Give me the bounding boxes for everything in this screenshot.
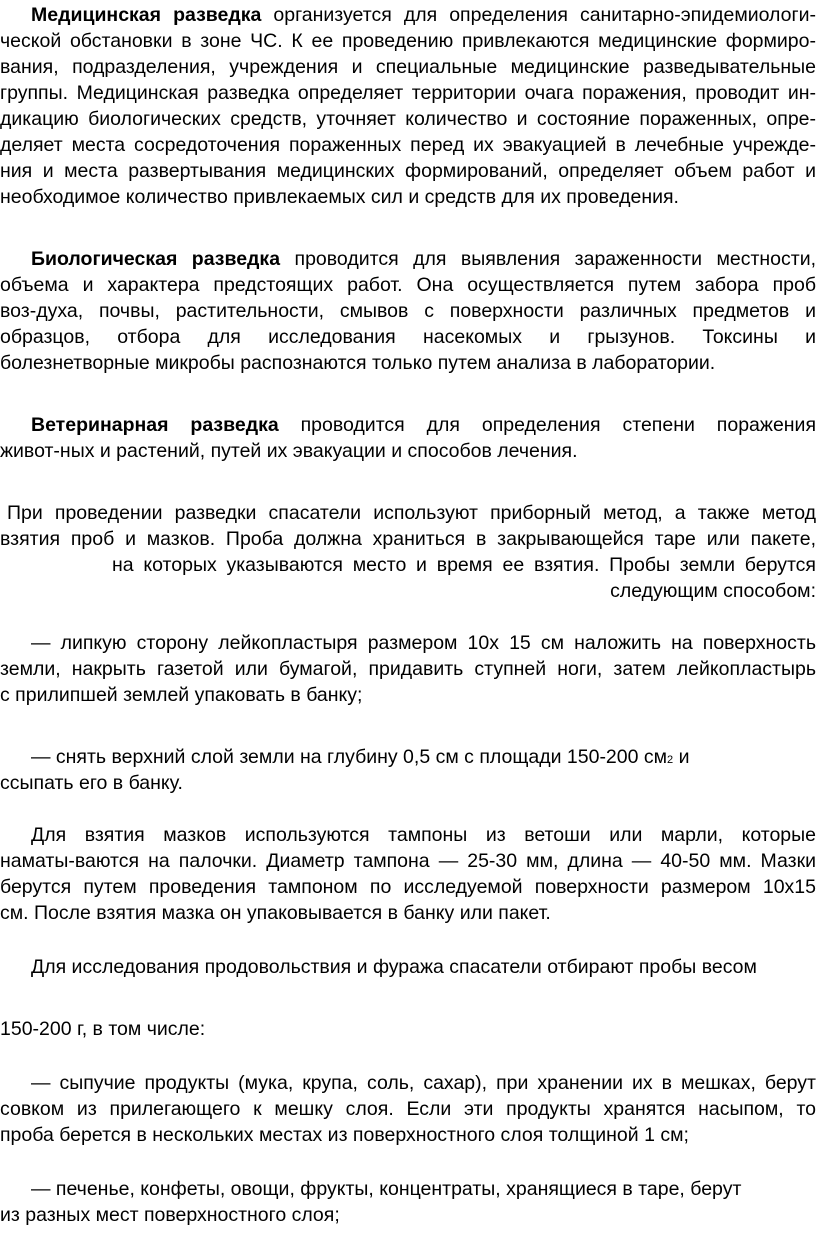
- text-line: образцов, отбора для исследования насекомых и грызунов. Токсины и: [0, 326, 816, 348]
- term-biological-reconnaissance: Биологическая разведка: [31, 248, 281, 270]
- text-line: дикацию биологических средств, уточняет количество и состояние пораженных, опре-: [0, 108, 816, 130]
- text-line: Для исследования продовольствия и фуража спасатели отбирают пробы весом: [31, 956, 757, 978]
- text-line: необходимое количество привлекаемых сил и средств для их проведения.: [0, 186, 679, 208]
- term-medical-reconnaissance: Медицинская разведка: [31, 4, 262, 26]
- text-line: на которых указываются место и время ее взятия. Пробы земли берутся: [112, 554, 816, 576]
- text-line: — печенье, конфеты, овощи, фрукты, концентраты, хранящиеся в таре, берут: [31, 1178, 742, 1200]
- text-line: воз-духа, почвы, растительности, смывов с поверхности различных предметов и: [0, 300, 816, 322]
- text-line: берутся путем проведения тампоном по исследуемой поверхности размером 10х15: [0, 876, 816, 898]
- text-line: земли, накрыть газетой или бумагой, придавить ступней ноги, затем лейкопластырь: [0, 658, 816, 680]
- text-line: следующим способом:: [610, 580, 816, 602]
- text-line: вания, подразделения, учреждения и специальные медицинские разведывательные: [0, 56, 816, 78]
- text-line: 150-200 г, в том числе:: [0, 1018, 206, 1040]
- text-line: Ветеринарная разведка проводится для определения степени поражения: [31, 414, 816, 436]
- text-line: из разных мест поверхностного слоя;: [0, 1204, 340, 1226]
- text-line: взятия проб и мазков. Проба должна храниться в закрывающейся таре или пакете,: [0, 528, 816, 550]
- text-line: — сыпучие продукты (мука, крупа, соль, сахар), при хранении их в мешках, берут: [31, 1072, 816, 1094]
- text-line: деляет места сосредоточения пораженных перед их эвакуацией в лечебные учрежде-: [0, 134, 816, 156]
- term-veterinary-reconnaissance: Ветеринарная разведка: [31, 414, 279, 436]
- text-line: живот-ных и растений, путей их эвакуации и способов лечения.: [0, 440, 578, 462]
- text-line: совком из прилегающего к мешку слоя. Если эти продукты хранятся насыпом, то: [0, 1098, 816, 1120]
- text-line: При проведении разведки спасатели используют приборный метод, а также метод: [7, 502, 816, 524]
- text-line: ссыпать его в банку.: [0, 772, 183, 794]
- text-line: ческой обстановки в зоне ЧС. К ее проведению привлекаются медицинские формиро-: [0, 30, 816, 52]
- text-line: — снять верхний слой земли на глубину 0,5 см с площади 150-200 см2 и: [31, 746, 690, 768]
- text-line: группы. Медицинская разведка определяет территории очага поражения, проводит ин-: [0, 82, 816, 104]
- text-line: объема и характера предстоящих работ. Она осуществляется путем забора проб: [0, 274, 816, 296]
- text-line: Для взятия мазков используются тампоны из ветоши или марли, которые: [31, 824, 816, 846]
- superscript-2: 2: [667, 754, 674, 766]
- text-line: с прилипшей землей упаковать в банку;: [0, 684, 363, 706]
- text-line: — липкую сторону лейкопластыря размером 10х 15 см наложить на поверхность: [31, 632, 816, 654]
- text-line: ния и места развертывания медицинских формирований, определяет объем работ и: [0, 160, 816, 182]
- text-line: см. После взятия мазка он упаковывается в банку или пакет.: [0, 902, 551, 924]
- text-line: наматы-ваются на палочки. Диаметр тампона — 25-30 мм, длина — 40-50 мм. Мазки: [0, 850, 816, 872]
- text-line: Биологическая разведка проводится для выявления зараженности местности,: [31, 248, 816, 270]
- text-line: болезнетворные микробы распознаются только путем анализа в лаборатории.: [0, 352, 716, 374]
- text-line: Медицинская разведка организуется для определения санитарно-эпидемиологи-: [31, 4, 816, 26]
- text-line: проба берется в нескольких местах из поверхностного слоя толщиной 1 см;: [0, 1124, 689, 1146]
